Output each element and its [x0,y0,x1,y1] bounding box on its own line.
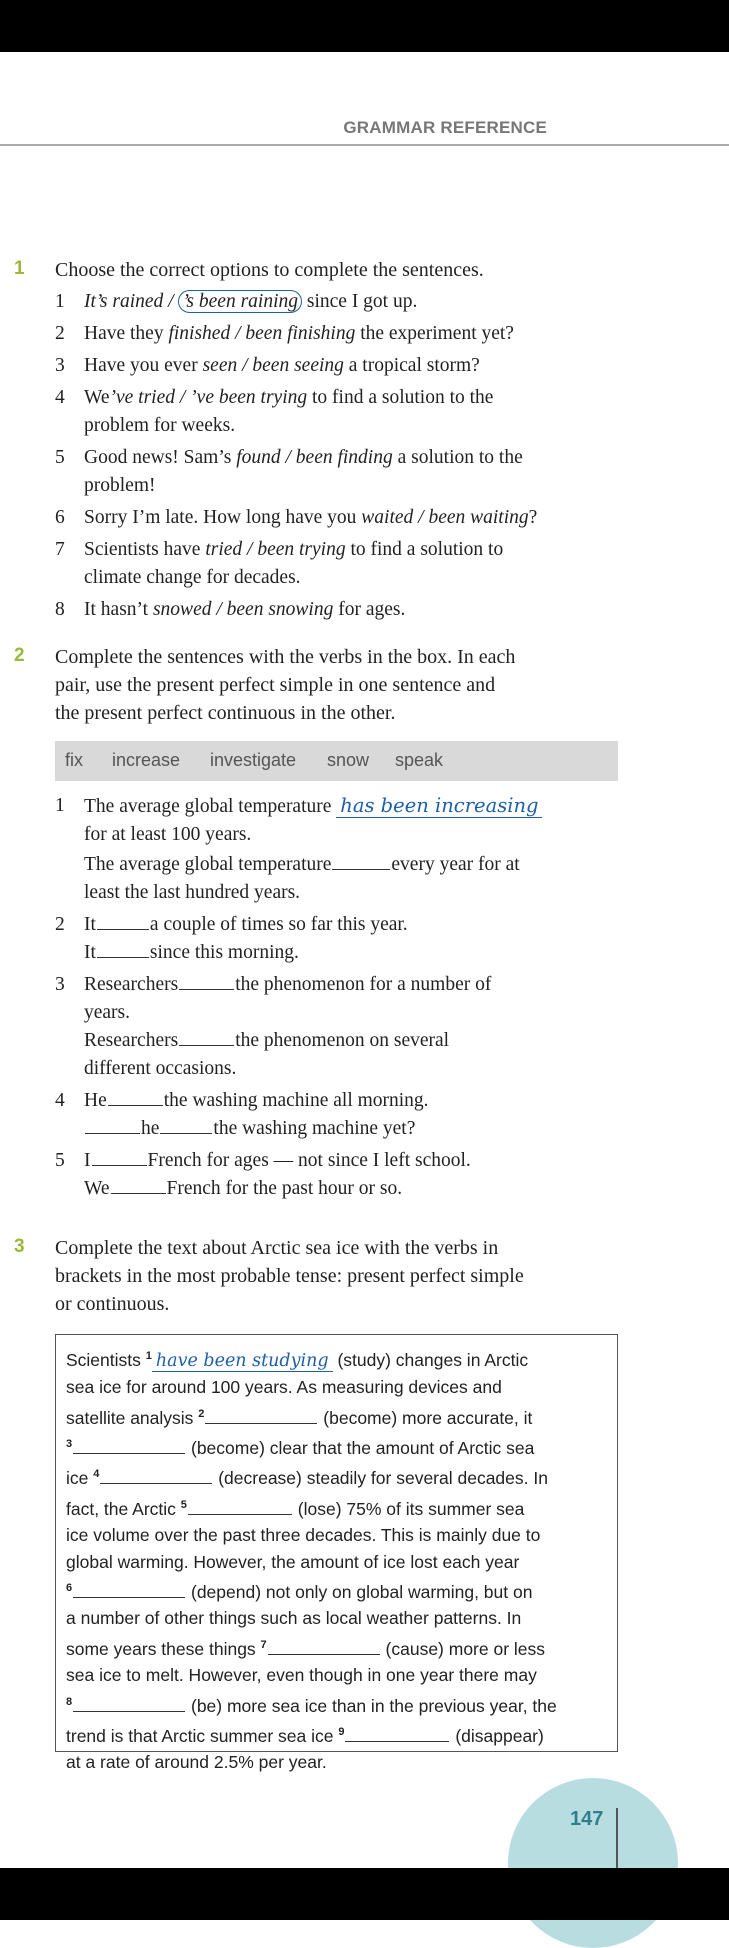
answer-blank[interactable] [345,1740,449,1742]
list-item: 5 Good news! Sam’s found / been finding a solution to the problem! [55,447,523,496]
list-item: 1 The average global temperature has been increasing for at least 100 years. The average global temperature every year for at least the last hundred years. [55,792,635,907]
header-divider [0,144,729,146]
answer-blank[interactable] [179,988,234,990]
answer-blank[interactable] [179,1044,234,1046]
answer-blank[interactable] [160,1132,212,1134]
list-item: 8 It hasn’t snowed / been snowing for ages. [55,599,406,620]
list-item: 5 I French for ages — not since I left school. We French for the past hour or so. [55,1150,471,1199]
exercise-2-items [55,792,635,1207]
exercise-number: 3 [14,1236,25,1257]
list-item: 3 Researchers the phenomenon for a number of years. Researchers the phenomenon on several different occasions. [55,974,492,1079]
answer-blank[interactable] [73,1452,185,1454]
handwritten-answer: has been increasing [336,794,542,818]
answer-blank[interactable] [92,1164,147,1166]
verb-word: investigate [210,750,297,770]
answer-blank[interactable] [97,956,149,958]
list-item: 2 Have they finished / been finishing the experiment yet? [55,323,514,344]
top-black-bar [0,0,729,52]
page-tab-circle [508,1778,678,1948]
page-number: 147 [570,1808,604,1830]
answer-blank[interactable] [188,1513,292,1515]
arctic-text-box [55,1334,618,1773]
circled-answer: ’s been raining [178,290,302,313]
exercise-1-items [55,288,635,628]
answer-blank[interactable] [100,1482,212,1484]
exercise-instruction: Complete the text about Arctic sea ice with the verbs in brackets in the most probable tense: present perfect simple or continuous. [55,1237,524,1315]
answer-blank[interactable] [108,1104,163,1106]
exercise-number: 1 [14,258,25,279]
list-item: 1 It’s rained / ’s been raining since I got up. [55,291,418,312]
exercise-instruction: Complete the sentences with the verbs in the box. In each pair, use the present perfect simple in one sentence and the present perfect continuous in the other. [55,646,516,724]
page-divider [616,1808,618,1870]
verb-word: speak [395,750,444,770]
verb-word: fix [65,750,83,770]
answer-blank[interactable] [73,1710,185,1712]
exercise-number: 2 [14,645,25,666]
answer-blank[interactable] [332,868,390,870]
list-item: 2 It a couple of times so far this year. It since this morning. [55,914,408,963]
list-item: 6 Sorry I’m late. How long have you waited / been waiting? [55,507,538,528]
list-item: 3 Have you ever seen / been seeing a tropical storm? [55,355,480,376]
verb-box [55,741,618,781]
answer-blank[interactable] [85,1132,140,1134]
answer-blank[interactable] [73,1596,185,1598]
bottom-black-bar [0,1868,729,1920]
exercise-instruction: Choose the correct options to complete the sentences. [55,259,484,281]
section-header: GRAMMAR REFERENCE [343,118,547,137]
answer-blank[interactable] [268,1653,380,1655]
answer-blank[interactable] [111,1192,166,1194]
answer-blank[interactable] [205,1422,317,1424]
verb-word: increase [112,750,181,770]
handwritten-answer: have been studying [152,1351,333,1372]
arctic-text: Scientists $^1$ have been studying (study) changes in Arctic sea ice for around 100 years. As measuring devices and satellite analysis $^2$ (become) more accurate, it $^3$ (become) clear that the amount of Arctic sea ice $^4$ (decrease) steadily for several decades. In fact, the Arctic $^5$ (lose) 75% of its summer sea ice volume over the past three decades. This is mainly due to global warming. However, the amount of ice lost each year $^6$ (depend) not only on global warming, but on a number of other things such as local weather patterns. In some years these things $^7$ (cause) more or less sea ice to melt. However, even though in one year there may $^8$ (be) more sea ice than in the previous year, the trend is that Arctic summer sea ice $^9$ (disappear) at a rate of around 2.5% per year. [66,1349,557,1773]
verb-word: snow [327,750,370,770]
list-item: 7 Scientists have tried / been trying to find a solution to climate change for decades. [55,539,504,588]
list-item: 4 He the washing machine all morning. he the washing machine yet? [55,1090,429,1139]
answer-blank[interactable] [97,928,149,930]
list-item: 4 We’ve tried / ’ve been trying to find a solution to the problem for weeks. [55,387,494,436]
